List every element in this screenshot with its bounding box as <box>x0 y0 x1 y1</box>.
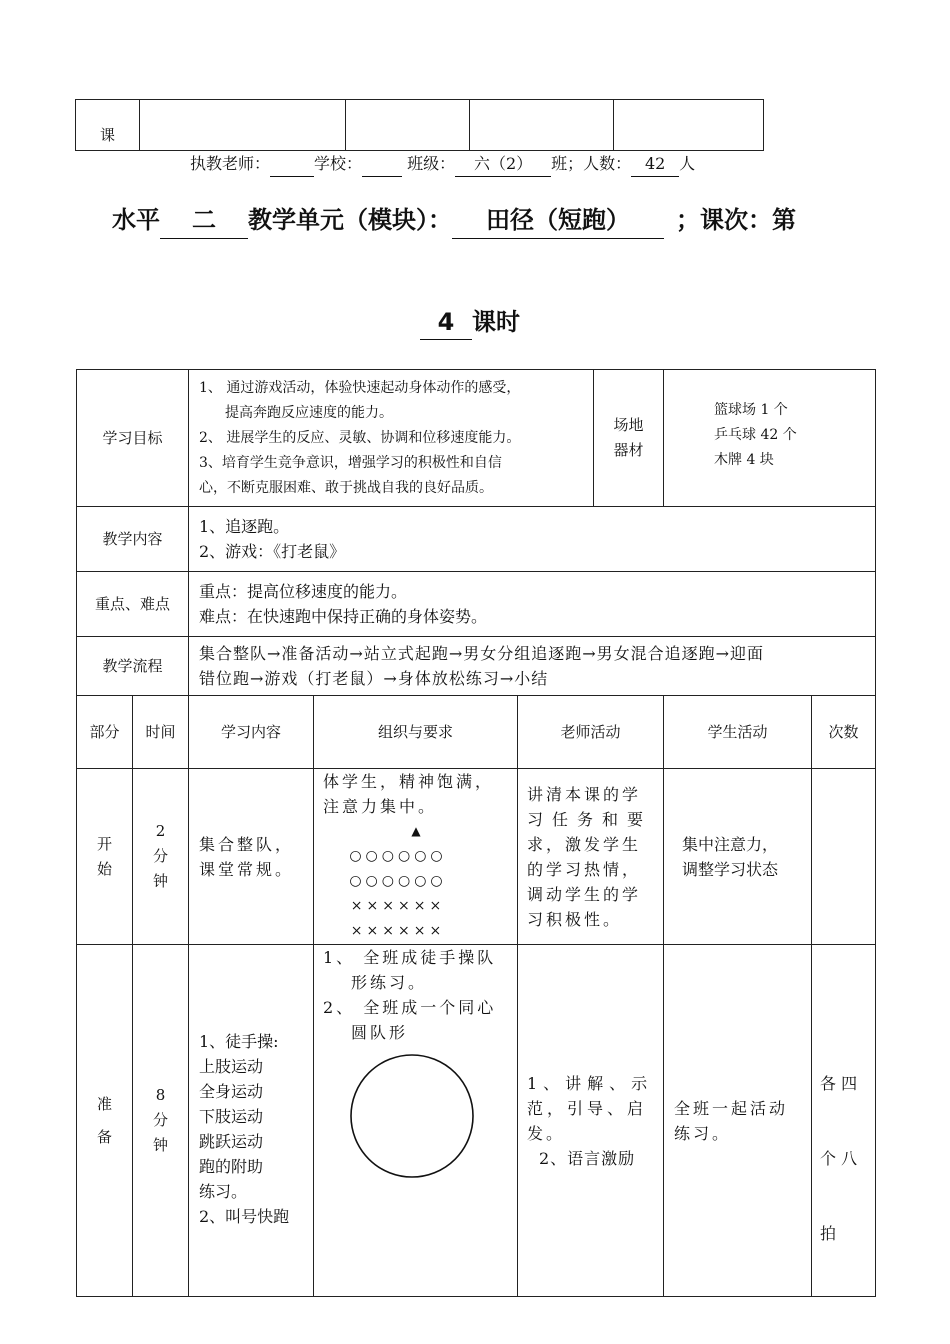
org-line: 形练习。 <box>351 973 428 992</box>
count-line: 各 四 <box>820 1074 858 1093</box>
content-line-2: 2、游戏：《打老鼠》 <box>199 542 346 561</box>
col-header-student: 学生活动 <box>664 696 812 769</box>
goal-line-2: 提高奔跑反应速度的能力。 <box>225 404 393 421</box>
org-line: 圆队形 <box>351 1023 409 1042</box>
goals-cell <box>189 370 594 507</box>
lesson-number: 4 <box>420 305 472 340</box>
goal-line-4: 3、培育学生竞争意识，增强学习的积极性和自信 <box>199 454 502 471</box>
time-char: 8 <box>155 1086 166 1104</box>
part-char: 准 <box>96 1094 112 1113</box>
top-cell-lesson: 课 <box>76 100 140 151</box>
teacher-line: 范，引导、启 <box>527 1098 648 1118</box>
teacher-cell <box>518 945 664 1297</box>
venue-label-2: 器材 <box>613 441 644 459</box>
content-line: 跳跃运动 <box>199 1131 264 1151</box>
class-suffix: 班；人数： <box>551 154 632 173</box>
content-line: 全身运动 <box>199 1081 264 1101</box>
count-value: 42 <box>631 152 679 177</box>
class-value: 六（2） <box>455 152 551 177</box>
part-cell <box>77 769 133 945</box>
focus-cell <box>189 572 876 637</box>
count-line: 拍 <box>820 1224 837 1243</box>
time-cell <box>133 945 189 1297</box>
goal-line-1: 1、 通过游戏活动，体验快速起动身体动作的感受， <box>199 379 521 396</box>
col-header-teacher: 老师活动 <box>518 696 664 769</box>
venue-label <box>594 370 664 507</box>
time-char: 2 <box>155 822 166 840</box>
content-line: 下肢运动 <box>199 1106 264 1126</box>
student-line: 集中注意力， <box>682 834 779 854</box>
venue-label-1: 场地 <box>613 416 644 434</box>
formation-row: ×××××× <box>350 923 446 939</box>
heading-line <box>112 202 796 239</box>
goal-line-5: 心，不断克服困难、敢于挑战自我的良好品质。 <box>199 479 493 496</box>
flow-label: 教学流程 <box>77 637 189 696</box>
part-char: 开 <box>96 834 112 853</box>
content-label: 教学内容 <box>77 507 189 572</box>
student-line: 调整学习状态 <box>682 859 779 879</box>
time-char: 钟 <box>152 1136 168 1154</box>
student-cell <box>664 769 812 945</box>
unit-label: 教学单元（模块）： <box>248 206 452 234</box>
time-char: 钟 <box>152 872 168 890</box>
org-line: 体学生，精神饱满， <box>323 772 495 791</box>
org-line: 注意力集中。 <box>323 797 438 816</box>
content-line: 2、叫号快跑 <box>199 1206 290 1226</box>
formation-row: ×××××× <box>350 898 446 914</box>
lesson-label: ；课次：第 <box>676 206 796 234</box>
info-line <box>190 152 695 177</box>
flow-line-2: 错位跑→游戏（打老鼠）→身体放松练习→小结 <box>199 669 549 688</box>
time-char: 分 <box>152 1111 168 1129</box>
teacher-cell <box>518 769 664 945</box>
content-cell <box>189 769 314 945</box>
level-label: 水平 <box>112 206 160 234</box>
top-cell-2 <box>140 100 346 151</box>
teacher-line: 2、语言激励 <box>539 1148 636 1168</box>
goals-label: 学习目标 <box>77 370 189 507</box>
teacher-line: 调动学生的学 <box>527 884 642 904</box>
formation-diagram <box>323 819 473 944</box>
flow-line-1: 集合整队→准备活动→站立式起跑→男女分组追逐跑→男女混合追逐跑→迎面 <box>199 644 765 663</box>
time-cell <box>133 769 189 945</box>
org-line: 2、 全班成一个同心 <box>323 998 497 1017</box>
goal-line-3: 2、 进展学生的反应、灵敏、协调和位移速度能力。 <box>199 429 521 446</box>
content-line: 课堂常规。 <box>199 859 295 879</box>
focus-line-1: 重点：提高位移速度的能力。 <box>199 582 408 601</box>
top-cell-3 <box>346 100 470 151</box>
content-line: 1、徒手操: <box>199 1031 279 1051</box>
lesson-line <box>420 305 520 340</box>
count-cell <box>812 769 876 945</box>
circle-formation-diagram <box>323 1045 513 1185</box>
class-label: 班级： <box>407 154 456 173</box>
equipment-cell <box>664 370 876 507</box>
count-suffix: 人 <box>679 154 696 173</box>
teacher-line: 发。 <box>527 1123 566 1143</box>
part-char: 备 <box>96 1127 112 1146</box>
teacher-line: 1、讲解、示 <box>527 1073 654 1093</box>
teacher-label: 执教老师： <box>190 154 271 173</box>
teacher-line: 习积极性。 <box>527 909 623 929</box>
formation-circle <box>351 1055 473 1177</box>
col-header-org: 组织与要求 <box>314 696 518 769</box>
table-row <box>77 769 876 945</box>
col-header-time: 时间 <box>133 696 189 769</box>
teacher-line: 讲清本课的学 <box>527 784 642 804</box>
teacher-line: 求，激发学生 <box>527 834 642 854</box>
teacher-line: 的学习热情， <box>527 859 642 879</box>
content-line: 跑的附助 <box>199 1156 264 1176</box>
org-cell <box>314 769 518 945</box>
content-cell <box>189 945 314 1297</box>
focus-line-2: 难点：在快速跑中保持正确的身体姿势。 <box>199 607 488 626</box>
count-cell <box>812 945 876 1297</box>
content-cell <box>189 507 876 572</box>
plan-table <box>76 369 876 696</box>
content-line: 集合整队， <box>199 834 295 854</box>
part-char: 始 <box>96 859 112 878</box>
teacher-blank <box>270 152 314 177</box>
school-blank <box>362 152 402 177</box>
org-line: 1、 全班成徒手操队 <box>323 948 497 967</box>
equipment-2: 乒乓球 42 个 <box>714 427 797 443</box>
student-line: 全班一起活动 <box>674 1098 789 1118</box>
equipment-1: 篮球场 1 个 <box>714 402 788 418</box>
count-line: 个 八 <box>820 1149 858 1168</box>
teacher-marker-icon: ▲ <box>411 824 425 838</box>
col-header-part: 部分 <box>77 696 133 769</box>
content-line: 练习。 <box>199 1181 248 1201</box>
formation-row: ○○○○○○ <box>349 848 447 864</box>
content-line-1: 1、追逐跑。 <box>199 517 290 536</box>
student-line: 练习。 <box>674 1123 732 1143</box>
table-row <box>77 945 876 1297</box>
formation-row: ○○○○○○ <box>349 873 447 889</box>
lesson-table <box>76 695 876 1297</box>
top-cell-4 <box>470 100 614 151</box>
student-cell <box>664 945 812 1297</box>
time-char: 分 <box>152 847 168 865</box>
level-value: 二 <box>160 202 248 239</box>
top-cell-5 <box>614 100 764 151</box>
top-table <box>75 99 764 151</box>
lesson-suffix: 课时 <box>472 308 520 336</box>
org-cell <box>314 945 518 1297</box>
equipment-3: 木牌 4 块 <box>714 452 774 468</box>
focus-label: 重点、难点 <box>77 572 189 637</box>
part-cell <box>77 945 133 1297</box>
flow-cell <box>189 637 876 696</box>
unit-value: 田径（短跑） <box>452 202 664 239</box>
col-header-count: 次数 <box>812 696 876 769</box>
content-line: 上肢运动 <box>199 1056 264 1076</box>
teacher-line: 习任务和要 <box>527 809 653 829</box>
school-label: 学校： <box>314 154 363 173</box>
col-header-content: 学习内容 <box>189 696 314 769</box>
